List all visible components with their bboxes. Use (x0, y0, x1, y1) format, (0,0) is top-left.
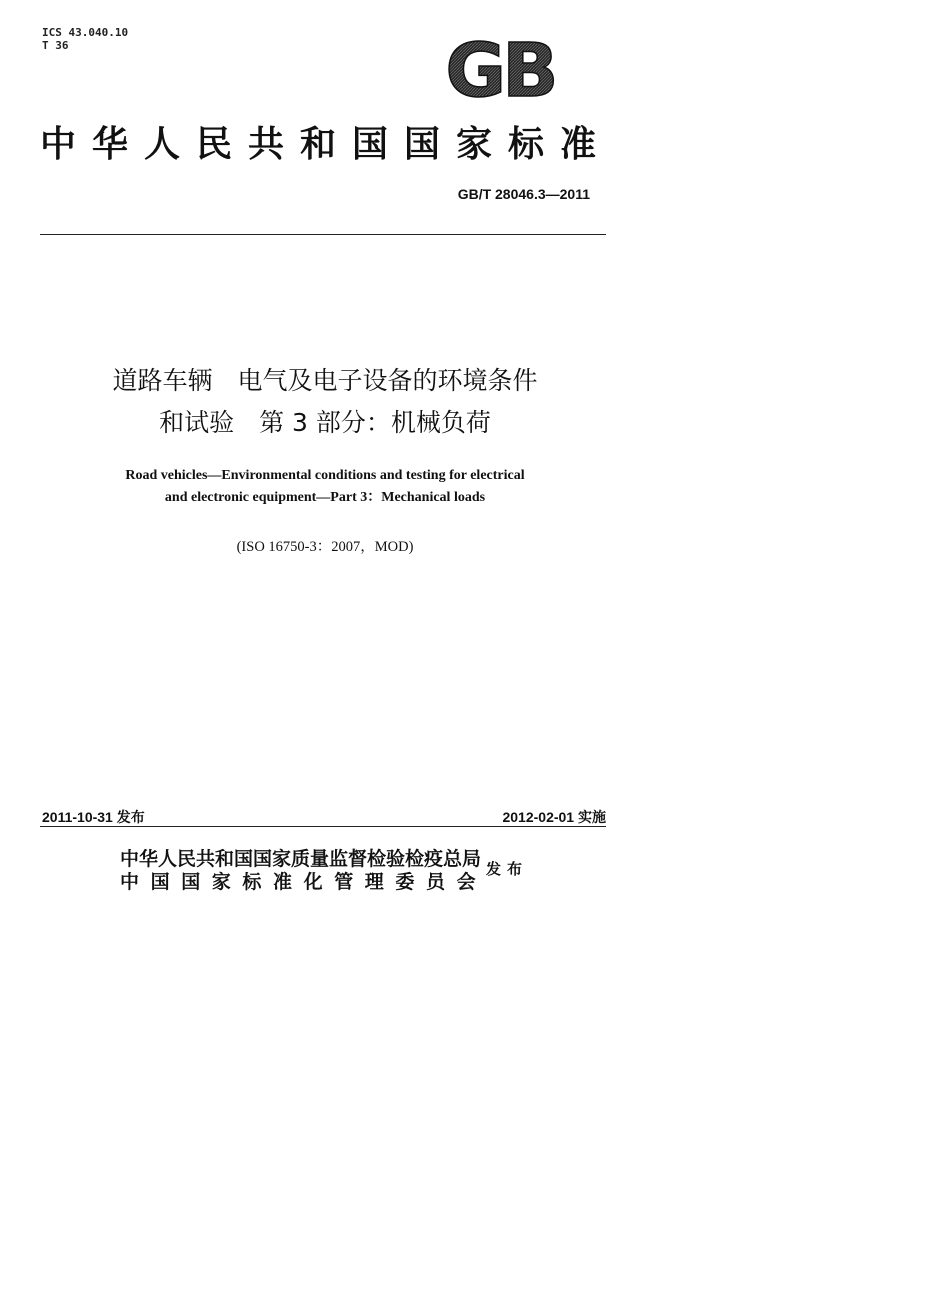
standard-number: GB/T 28046.3—2011 (457, 186, 590, 202)
title-english-line-2: and electronic equipment—Part 3：Mechanical loads (164, 490, 486, 505)
issuer-line-2: 中国国家标准化管理委员会 (120, 871, 488, 893)
publication-date: 2011-10-31 发布 (42, 809, 145, 825)
release-label: 发布 (486, 860, 529, 878)
implementation-date: 2012-02-01 实施 (502, 809, 606, 825)
ccs-code: T 36 (42, 39, 69, 52)
header-divider (40, 234, 606, 235)
standard-type-title: 中华人民共和国国家标准 (40, 123, 613, 165)
gb-logo-text: GB (445, 34, 555, 102)
footer-divider (40, 826, 606, 827)
gb-logo (430, 34, 570, 102)
title-chinese-line-2: 和试验 第 3 部分：机械负荷 (159, 408, 491, 437)
classification-codes (42, 26, 128, 52)
title-chinese-line-1: 道路车辆 电气及电子设备的环境条件 (112, 366, 538, 395)
iso-reference: (ISO 16750-3：2007，MOD) (236, 539, 414, 555)
title-english-line-1: Road vehicles—Environmental conditions and testing for electrical (125, 468, 525, 483)
ics-code: ICS 43.040.10 (42, 26, 129, 39)
issuer-line-1: 中华人民共和国国家质量监督检验检疫总局 (120, 848, 482, 870)
